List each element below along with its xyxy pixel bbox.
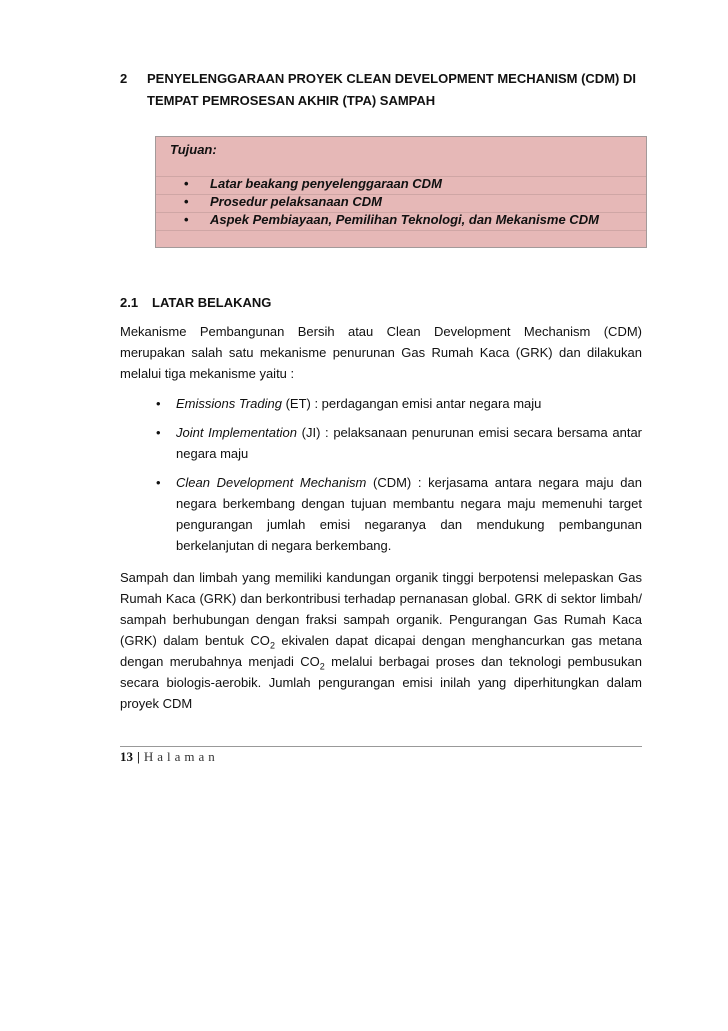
paragraph-waste <box>120 567 642 714</box>
goal-text: Aspek Pembiayaan, Pemilihan Teknologi, dan Mekanisme CDM <box>210 212 599 227</box>
mechanism-desc: (JI) : pelaksanaan penurunan emisi secara bersama antar negara maju <box>176 425 643 461</box>
page-footer <box>120 749 219 765</box>
mechanism-item <box>150 472 642 556</box>
goal-item <box>182 193 599 211</box>
goal-text: Prosedur pelaksanaan CDM <box>210 194 382 209</box>
bullet-icon: • <box>184 194 189 209</box>
subscript: 2 <box>319 661 325 672</box>
bullet-icon: • <box>184 176 189 191</box>
mechanism-item <box>150 393 642 414</box>
mechanism-desc: (ET) : perdagangan emisi antar negara maju <box>281 396 542 411</box>
goals-rule <box>156 230 646 231</box>
footer-separator: | <box>137 749 140 764</box>
mechanism-term: Clean Development Mechanism <box>176 475 367 490</box>
bullet-icon: • <box>156 475 161 490</box>
paragraph-text: ekivalen dapat dicapai dengan menghancurkan gas metana dengan merubahnya menjadi CO <box>120 633 643 669</box>
mechanism-term: Joint Implementation <box>176 425 297 440</box>
paragraph-text: melalui berbagai proses dan teknologi pembusukan secara biologis-aerobik. Jumlah pengurangan emisi inilah yang diperhitungkan dalam proyek CDM <box>120 654 643 711</box>
footer-label: Halaman <box>143 749 219 764</box>
section-number: 2.1 <box>120 295 139 310</box>
bullet-icon: • <box>156 425 161 440</box>
paragraph-intro: Mekanisme Pembangunan Bersih atau Clean Development Mechanism (CDM) merupakan salah satu mekanisme penurunan Gas Rumah Kaca (GRK) dan dilakukan melalui tiga mekanisme yaitu : <box>120 324 642 381</box>
paragraph-text: Sampah dan limbah yang memiliki kandungan organik tinggi berpotensi melepaskan Gas Rumah Kaca (GRK) dan berkontribusi terhadap pernanasan global. GRK di sektor limbah/ sampah berhubungan dengan fraksi sampah organik. Pengurangan Gas Rumah Kaca (GRK) dalam bentuk CO <box>120 570 642 648</box>
section-title: LATAR BELAKANG <box>152 295 272 310</box>
goal-item <box>182 175 599 193</box>
goals-box <box>155 136 647 248</box>
chapter-title: PENYELENGGARAAN PROYEK CLEAN DEVELOPMENT MECHANISM (CDM) DI TEMPAT PEMROSESAN AKHIR (TPA) SAMPAH <box>147 71 636 108</box>
chapter-number: 2 <box>120 71 128 86</box>
mechanism-desc: (CDM) : kerjasama antara negara maju dan negara berkembang dengan tujuan membantu negara maju memenuhi target pengurangan jumlah emisi negaranya dan mendukung pembangunan berkelanjutan di negara berkembang. <box>176 475 642 553</box>
section-heading <box>120 295 271 310</box>
goals-heading: Tujuan: <box>170 142 217 157</box>
mechanism-term: Emissions Trading <box>176 396 282 411</box>
bullet-icon: • <box>156 396 161 411</box>
goals-list <box>182 175 599 229</box>
bullet-icon: • <box>184 212 189 227</box>
subscript: 2 <box>269 640 275 651</box>
goal-item <box>182 211 599 229</box>
page-number: 13 <box>120 749 133 764</box>
mechanism-list <box>150 393 642 564</box>
goal-text: Latar beakang penyelenggaraan CDM <box>210 176 442 191</box>
mechanism-item <box>150 422 642 464</box>
footer-divider <box>120 746 642 747</box>
